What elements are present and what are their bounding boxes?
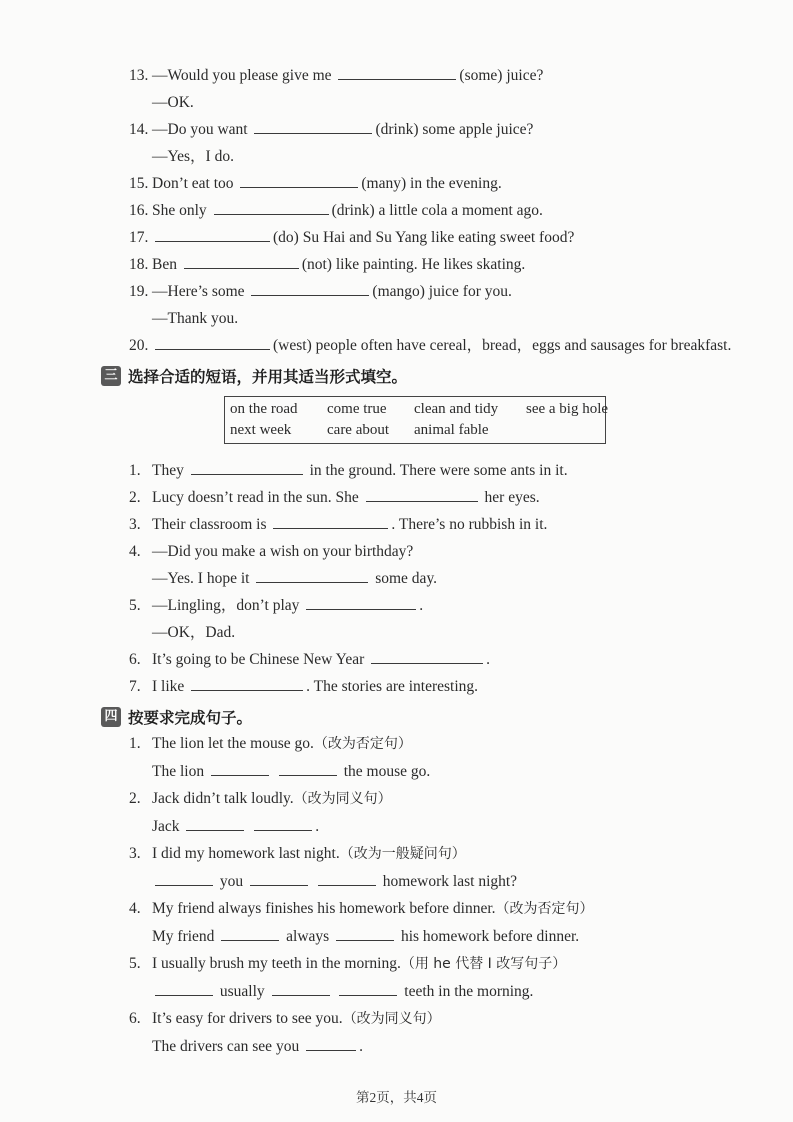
text-segment: . xyxy=(419,597,424,614)
text-segment: some day. xyxy=(371,570,438,587)
answer-blank xyxy=(240,173,358,188)
text-segment xyxy=(272,763,276,780)
section4-items xyxy=(129,730,793,1060)
item-number: 14. xyxy=(129,121,149,138)
answer-blank xyxy=(211,761,269,776)
text-segment: (do) Su Hai and Su Yang like eating sweet food? xyxy=(273,229,575,246)
phrase-option: on the road xyxy=(230,401,298,417)
item-number: 1. xyxy=(129,735,141,752)
text-segment: —Yes，I do. xyxy=(152,148,234,165)
item-line xyxy=(129,511,793,538)
item-line xyxy=(152,813,793,840)
text-segment: always xyxy=(282,928,334,945)
item-line xyxy=(129,950,793,978)
item-line xyxy=(152,868,793,895)
part2-items xyxy=(129,62,793,359)
item-number: 3. xyxy=(129,516,141,533)
text-segment: Don’t eat too xyxy=(152,175,238,192)
phrase-option: next week xyxy=(230,422,292,438)
item-number: 4. xyxy=(129,900,141,917)
phrase-option: animal fable xyxy=(414,422,489,438)
text-segment: usually xyxy=(216,983,269,1000)
item-line xyxy=(152,923,793,950)
section4-header xyxy=(101,704,793,730)
item-line xyxy=(152,305,793,332)
text-segment: Ben xyxy=(152,256,181,273)
item-number: 3. xyxy=(129,845,141,862)
phrase-option: come true xyxy=(327,401,387,417)
section4-title: 按要求完成句子。 xyxy=(128,709,253,727)
item-line xyxy=(129,673,793,700)
answer-blank xyxy=(371,649,483,664)
section4-badge: 四 xyxy=(101,707,121,727)
text-segment: the mouse go. xyxy=(339,763,431,780)
text-segment: It’s easy for drivers to see you. xyxy=(152,1010,343,1027)
item-line xyxy=(129,278,793,305)
item-line xyxy=(152,978,793,1005)
text-segment: The lion xyxy=(152,763,208,780)
text-segment: (drink) a little cola a moment ago. xyxy=(331,202,543,219)
text-segment: teeth in the morning. xyxy=(400,983,534,1000)
item-number: 20. xyxy=(129,337,149,354)
item-line xyxy=(129,1005,793,1033)
item-line xyxy=(129,840,793,868)
answer-blank xyxy=(336,926,394,941)
text-segment: —Here’s some xyxy=(152,283,249,300)
text-segment: . xyxy=(359,1038,363,1055)
answer-blank xyxy=(366,487,478,502)
item-line xyxy=(129,170,793,197)
text-segment: —Did you make a wish on your birthday? xyxy=(152,543,414,560)
answer-blank xyxy=(279,761,337,776)
phrase-option: see a big hole xyxy=(526,401,609,417)
item-number: 16. xyxy=(129,202,149,219)
item-line xyxy=(129,251,793,278)
text-segment: The lion let the mouse go. xyxy=(152,735,314,752)
text-segment: —Do you want xyxy=(152,121,252,138)
item-line xyxy=(129,457,793,484)
item-number: 1. xyxy=(129,462,141,479)
text-segment: homework last night? xyxy=(378,873,518,890)
item-number: 15. xyxy=(129,175,149,192)
item-number: 19. xyxy=(129,283,149,300)
text-segment: (many) in the evening. xyxy=(361,175,502,192)
section3-title: 选择合适的短语，并用其适当形式填空。 xyxy=(128,368,408,386)
answer-blank xyxy=(191,676,303,691)
text-segment: —Lingling，don’t play xyxy=(152,597,304,614)
text-segment: . xyxy=(315,818,320,835)
item-line xyxy=(129,730,793,758)
phrase-box xyxy=(224,396,609,444)
item-number: 18. xyxy=(129,256,149,273)
item-number: 13. xyxy=(129,67,149,84)
answer-blank xyxy=(184,254,299,269)
item-line xyxy=(129,592,793,619)
text-segment: （用 he 代替 I 改写句子） xyxy=(400,956,567,972)
text-segment: her eyes. xyxy=(480,489,540,506)
item-line xyxy=(152,758,793,785)
item-line xyxy=(152,89,793,116)
answer-blank xyxy=(155,335,270,350)
text-segment: My friend always finishes his homework before dinner. xyxy=(152,900,496,917)
text-segment: The drivers can see you xyxy=(152,1038,304,1055)
item-line xyxy=(129,785,793,813)
text-segment: Their classroom is xyxy=(152,516,271,533)
item-number: 5. xyxy=(129,597,141,614)
answer-blank xyxy=(221,926,279,941)
text-segment: （改为一般疑问句） xyxy=(339,846,466,862)
text-segment: （改为否定句） xyxy=(495,901,594,917)
text-segment: his homework before dinner. xyxy=(397,928,580,945)
item-line xyxy=(129,116,793,143)
text-segment: . There’s no rubbish in it. xyxy=(391,516,548,533)
item-number: 6. xyxy=(129,651,141,668)
phrase-option: clean and tidy xyxy=(414,401,499,417)
item-line xyxy=(129,224,793,251)
page-footer: 第2页，共4页 xyxy=(356,1090,437,1105)
item-number: 4. xyxy=(129,543,141,560)
text-segment: My friend xyxy=(152,928,219,945)
answer-blank xyxy=(191,460,303,475)
item-number: 2. xyxy=(129,489,141,506)
text-segment: —Would you please give me xyxy=(152,67,336,84)
answer-blank xyxy=(251,281,369,296)
answer-blank xyxy=(155,981,213,996)
phrase-option: care about xyxy=(327,422,390,438)
item-line xyxy=(129,538,793,565)
answer-blank xyxy=(306,1036,356,1051)
section3-header xyxy=(101,363,793,389)
answer-blank xyxy=(339,981,397,996)
item-number: 5. xyxy=(129,955,141,972)
text-segment: —OK，Dad. xyxy=(152,624,236,641)
text-segment xyxy=(333,983,337,1000)
text-segment: I usually brush my teeth in the morning. xyxy=(152,955,401,972)
answer-blank xyxy=(254,119,372,134)
text-segment: —Thank you. xyxy=(152,310,239,327)
item-line xyxy=(129,484,793,511)
item-line xyxy=(129,197,793,224)
text-segment: Jack didn’t talk loudly. xyxy=(152,790,294,807)
text-segment: （改为否定句） xyxy=(313,736,412,752)
text-segment: —Yes. I hope it xyxy=(152,570,254,587)
text-segment: She only xyxy=(152,202,211,219)
text-segment: （改为同义句） xyxy=(342,1011,441,1027)
answer-blank xyxy=(306,595,416,610)
text-segment: Lucy doesn’t read in the sun. She xyxy=(152,489,363,506)
answer-blank xyxy=(214,200,329,215)
text-segment: in the ground. There were some ants in it. xyxy=(305,462,568,479)
text-segment: . The stories are interesting. xyxy=(306,678,479,695)
item-line xyxy=(129,646,793,673)
item-line xyxy=(152,565,793,592)
text-segment: (drink) some apple juice? xyxy=(375,121,534,138)
text-segment: . xyxy=(486,651,490,668)
answer-blank xyxy=(186,816,244,831)
text-segment xyxy=(247,818,251,835)
text-segment: （改为同义句） xyxy=(293,791,392,807)
item-line xyxy=(129,895,793,923)
phrase-row xyxy=(225,399,609,420)
answer-blank xyxy=(155,871,213,886)
answer-blank xyxy=(272,981,330,996)
text-segment: you xyxy=(216,873,247,890)
text-segment: I like xyxy=(152,678,189,695)
text-segment: (not) like painting. He likes skating. xyxy=(301,256,526,273)
answer-blank xyxy=(256,568,368,583)
answer-blank xyxy=(338,65,456,80)
answer-blank xyxy=(155,227,270,242)
text-segment: (some) juice? xyxy=(459,67,544,84)
item-line xyxy=(152,1033,793,1060)
section3-items xyxy=(129,457,793,700)
text-segment: —OK. xyxy=(152,94,194,111)
item-number: 7. xyxy=(129,678,141,695)
text-segment: I did my homework last night. xyxy=(152,845,340,862)
item-line xyxy=(152,619,793,646)
text-segment xyxy=(311,873,315,890)
text-segment: (mango) juice for you. xyxy=(372,283,512,300)
item-number: 17. xyxy=(129,229,149,246)
item-number: 6. xyxy=(129,1010,141,1027)
answer-blank xyxy=(250,871,308,886)
text-segment: They xyxy=(152,462,188,479)
text-segment: Jack xyxy=(152,818,184,835)
item-line xyxy=(129,332,793,359)
text-segment: (west) people often have cereal，bread，eggs and sausages for breakfast. xyxy=(273,337,732,354)
section3-badge: 三 xyxy=(101,366,121,386)
answer-blank xyxy=(273,514,388,529)
answer-blank xyxy=(318,871,376,886)
text-segment: It’s going to be Chinese New Year xyxy=(152,651,369,668)
item-number: 2. xyxy=(129,790,141,807)
answer-blank xyxy=(254,816,312,831)
phrase-row xyxy=(225,420,605,441)
item-line xyxy=(129,62,793,89)
item-line xyxy=(152,143,793,170)
